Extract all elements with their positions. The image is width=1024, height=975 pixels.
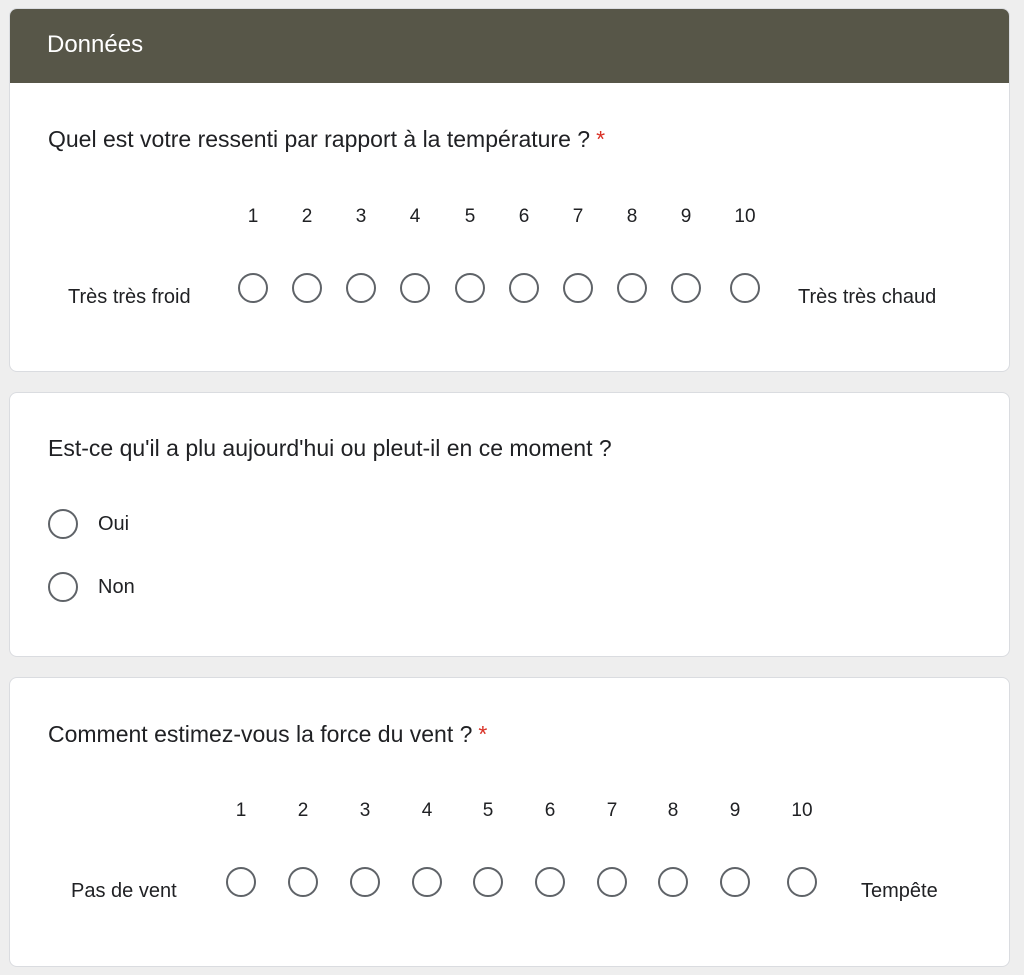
question-text: Est-ce qu'il a plu aujourd'hui ou pleut-il en ce moment ? [48,435,612,461]
scale-radio-6[interactable] [509,273,539,303]
scale-number: 2 [301,206,313,227]
scale-number: 2 [297,800,309,821]
scale-radio-3[interactable] [346,273,376,303]
option-non[interactable] [48,571,135,603]
scale-radio-10[interactable] [787,867,817,897]
scale-number: 1 [247,206,259,227]
scale-number: 7 [572,206,584,227]
option-label: Non [98,576,135,598]
required-asterisk: * [596,126,606,152]
question-title-rain [48,433,612,463]
scale-number: 9 [729,800,741,821]
scale-radio-2[interactable] [292,273,322,303]
scale-radio-7[interactable] [597,867,627,897]
question-card-temperature [9,8,1010,372]
scale-radio-7[interactable] [563,273,593,303]
scale-radio-5[interactable] [455,273,485,303]
scale-number: 3 [359,800,371,821]
scale-radio-2[interactable] [288,867,318,897]
scale-radio-8[interactable] [658,867,688,897]
scale-radio-5[interactable] [473,867,503,897]
scale-radio-3[interactable] [350,867,380,897]
scale-number: 8 [667,800,679,821]
scale-radio-4[interactable] [412,867,442,897]
scale-max-label: Très très chaud [798,286,937,308]
scale-number: 5 [482,800,494,821]
question-title-temperature [48,124,605,154]
radio-button[interactable] [48,572,78,602]
scale-min-label: Pas de vent [71,880,177,902]
scale-number: 8 [626,206,638,227]
scale-radio-9[interactable] [720,867,750,897]
scale-number: 10 [791,800,813,821]
scale-number: 7 [606,800,618,821]
scale-number: 6 [544,800,556,821]
radio-button[interactable] [48,509,78,539]
scale-number: 10 [734,206,756,227]
option-oui[interactable] [48,508,129,540]
question-card-rain [9,392,1010,657]
scale-radio-10[interactable] [730,273,760,303]
question-text: Comment estimez-vous la force du vent ? [48,721,473,747]
scale-radio-1[interactable] [238,273,268,303]
required-asterisk: * [478,721,488,747]
scale-number: 4 [421,800,433,821]
question-title-wind [48,719,487,749]
scale-radio-8[interactable] [617,273,647,303]
question-card-wind [9,677,1010,967]
scale-radio-1[interactable] [226,867,256,897]
scale-number: 4 [409,206,421,227]
scale-max-label: Tempête [861,880,938,902]
question-text: Quel est votre ressenti par rapport à la température ? [48,126,591,152]
scale-number: 6 [518,206,530,227]
section-title: Données [47,31,144,58]
scale-min-label: Très très froid [68,286,191,308]
option-label: Oui [98,513,130,535]
scale-number: 9 [680,206,692,227]
section-header [10,9,1009,83]
scale-number: 3 [355,206,367,227]
scale-radio-4[interactable] [400,273,430,303]
scale-radio-6[interactable] [535,867,565,897]
scale-number: 5 [464,206,476,227]
scale-number: 1 [235,800,247,821]
scale-radio-9[interactable] [671,273,701,303]
